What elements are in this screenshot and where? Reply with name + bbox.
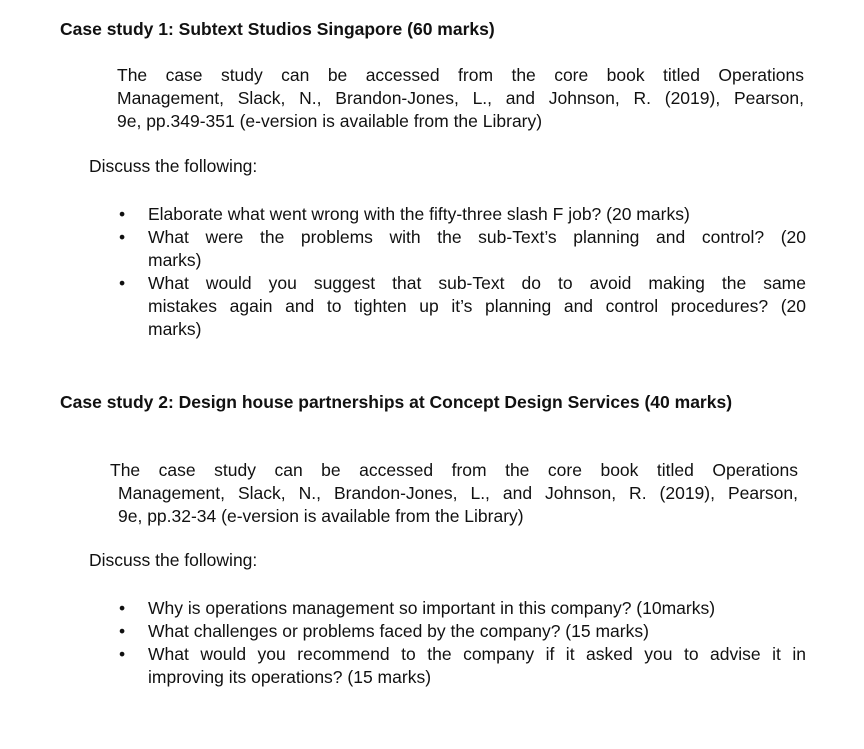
- list-item: [119, 226, 806, 272]
- question-text: What challenges or problems faced by the company? (15 marks): [148, 621, 649, 641]
- bullet-icon: •: [119, 621, 126, 641]
- case-study-2-heading: Case study 2: Design house partnerships at Concept Design Services (40 marks): [60, 392, 733, 412]
- list-item: [119, 643, 806, 689]
- question-text: What would you suggest that sub-Text do to avoid making the same: [148, 273, 806, 293]
- case-study-1-question-list: [119, 203, 806, 341]
- question-text: What would you recommend to the company if it asked you to advise it in: [148, 644, 806, 664]
- list-item: [119, 597, 806, 620]
- bullet-icon: •: [119, 227, 126, 247]
- list-item: [119, 620, 806, 643]
- question-text: marks): [148, 319, 202, 339]
- question-text: marks): [148, 250, 202, 270]
- bullet-icon: •: [119, 598, 126, 618]
- case-study-2-intro-line: Management, Slack, N., Brandon-Jones, L., and Johnson, R. (2019), Pearson,: [118, 483, 798, 503]
- list-item: [119, 272, 806, 341]
- case-study-1-intro-line: 9e, pp.349-351 (e-version is available from the Library): [117, 111, 543, 131]
- bullet-icon: •: [119, 204, 126, 224]
- question-text: improving its operations? (15 marks): [148, 667, 432, 687]
- bullet-icon: •: [119, 273, 126, 293]
- case-study-1-intro-line: The case study can be accessed from the core book titled Operations: [117, 65, 804, 85]
- case-study-1-intro: [117, 64, 804, 133]
- question-text: Elaborate what went wrong with the fifty-three slash F job? (20 marks): [148, 204, 690, 224]
- case-study-1-discuss-label: Discuss the following:: [89, 156, 258, 176]
- case-study-2-intro: [110, 459, 798, 528]
- question-text: mistakes again and to tighten up it’s planning and control procedures? (20: [148, 296, 806, 316]
- case-study-1-intro-line: Management, Slack, N., Brandon-Jones, L., and Johnson, R. (2019), Pearson,: [117, 88, 804, 108]
- case-study-2-discuss-label: Discuss the following:: [89, 550, 258, 570]
- question-text: Why is operations management so important in this company? (10marks): [148, 598, 716, 618]
- case-study-2-intro-line: 9e, pp.32-34 (e-version is available from the Library): [118, 506, 524, 526]
- bullet-icon: •: [119, 644, 126, 664]
- case-study-2-question-list: [119, 597, 806, 689]
- question-text: What were the problems with the sub-Text’s planning and control? (20: [148, 227, 806, 247]
- case-study-1-heading: Case study 1: Subtext Studios Singapore (60 marks): [60, 19, 495, 39]
- case-study-2-intro-line: The case study can be accessed from the core book titled Operations: [110, 460, 798, 480]
- list-item: [119, 203, 806, 226]
